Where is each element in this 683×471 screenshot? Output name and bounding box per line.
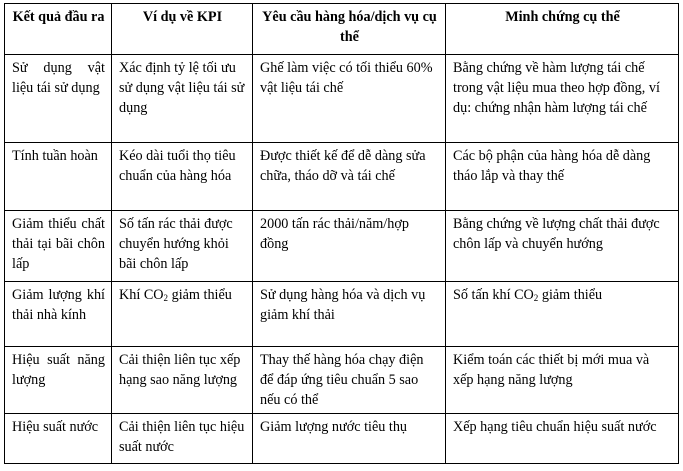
cell-outcome: Sử dụng vật liệu tái sử dụng xyxy=(5,55,112,143)
cell-kpi: Số tấn rác thải được chuyển hướng khỏi bãi chôn lấp xyxy=(112,211,253,282)
cell-kpi: Cải thiện liên tục hiệu suất nước xyxy=(112,414,253,464)
table-row xyxy=(5,55,679,143)
subscript-2: 2 xyxy=(163,293,169,303)
table-header-row xyxy=(5,4,679,55)
cell-evidence: Bằng chứng về lượng chất thải được chôn lấp và chuyển hướng xyxy=(446,211,679,282)
kpi-table xyxy=(4,3,679,464)
cell-requirement: 2000 tấn rác thải/năm/hợp đồng xyxy=(253,211,446,282)
cell-outcome: Hiệu suất năng lượng xyxy=(5,347,112,414)
subscript-2: 2 xyxy=(533,293,539,303)
cell-requirement: Giảm lượng nước tiêu thụ xyxy=(253,414,446,464)
cell-outcome: Giảm lượng khí thải nhà kính xyxy=(5,282,112,347)
header-kpi-example: Ví dụ về KPI xyxy=(112,4,253,55)
cell-requirement: Sử dụng hàng hóa và dịch vụ giảm khí thải xyxy=(253,282,446,347)
evidence-text: Số tấn khí CO xyxy=(453,287,534,303)
header-outcome: Kết quả đầu ra xyxy=(5,4,112,55)
table-row xyxy=(5,211,679,282)
cell-evidence xyxy=(446,282,679,347)
cell-evidence: Kiểm toán các thiết bị mới mua và xếp hạng năng lượng xyxy=(446,347,679,414)
cell-outcome: Giảm thiểu chất thải tại bãi chôn lấp xyxy=(5,211,112,282)
cell-kpi: Cải thiện liên tục xếp hạng sao năng lượng xyxy=(112,347,253,414)
kpi-text: Khí CO xyxy=(119,287,164,303)
table-row xyxy=(5,347,679,414)
cell-kpi: Xác định tỷ lệ tối ưu sử dụng vật liệu tái sử dụng xyxy=(112,55,253,143)
table-row xyxy=(5,282,679,347)
cell-outcome: Hiệu suất nước xyxy=(5,414,112,464)
kpi-text-suffix: giảm thiểu xyxy=(168,287,232,303)
cell-requirement: Được thiết kế để dễ dàng sửa chữa, tháo dỡ và tái chế xyxy=(253,143,446,211)
cell-evidence: Các bộ phận của hàng hóa dễ dàng tháo lắp và thay thế xyxy=(446,143,679,211)
cell-requirement: Ghế làm việc có tối thiểu 60% vật liệu tái chế xyxy=(253,55,446,143)
cell-kpi: Kéo dài tuổi thọ tiêu chuẩn của hàng hóa xyxy=(112,143,253,211)
cell-evidence: Bằng chứng về hàm lượng tái chế trong vật liệu mua theo hợp đồng, ví dụ: chứng nhận hàm lượng tái chế xyxy=(446,55,679,143)
cell-evidence: Xếp hạng tiêu chuẩn hiệu suất nước xyxy=(446,414,679,464)
cell-requirement: Thay thế hàng hóa chạy điện để đáp ứng tiêu chuẩn 5 sao nếu có thể xyxy=(253,347,446,414)
cell-kpi xyxy=(112,282,253,347)
table-row xyxy=(5,414,679,464)
header-evidence: Minh chứng cụ thể xyxy=(446,4,679,55)
cell-outcome: Tính tuần hoàn xyxy=(5,143,112,211)
header-requirement: Yêu cầu hàng hóa/dịch vụ cụ thể xyxy=(253,4,446,55)
table-row xyxy=(5,143,679,211)
evidence-text-suffix: giảm thiểu xyxy=(538,287,603,303)
